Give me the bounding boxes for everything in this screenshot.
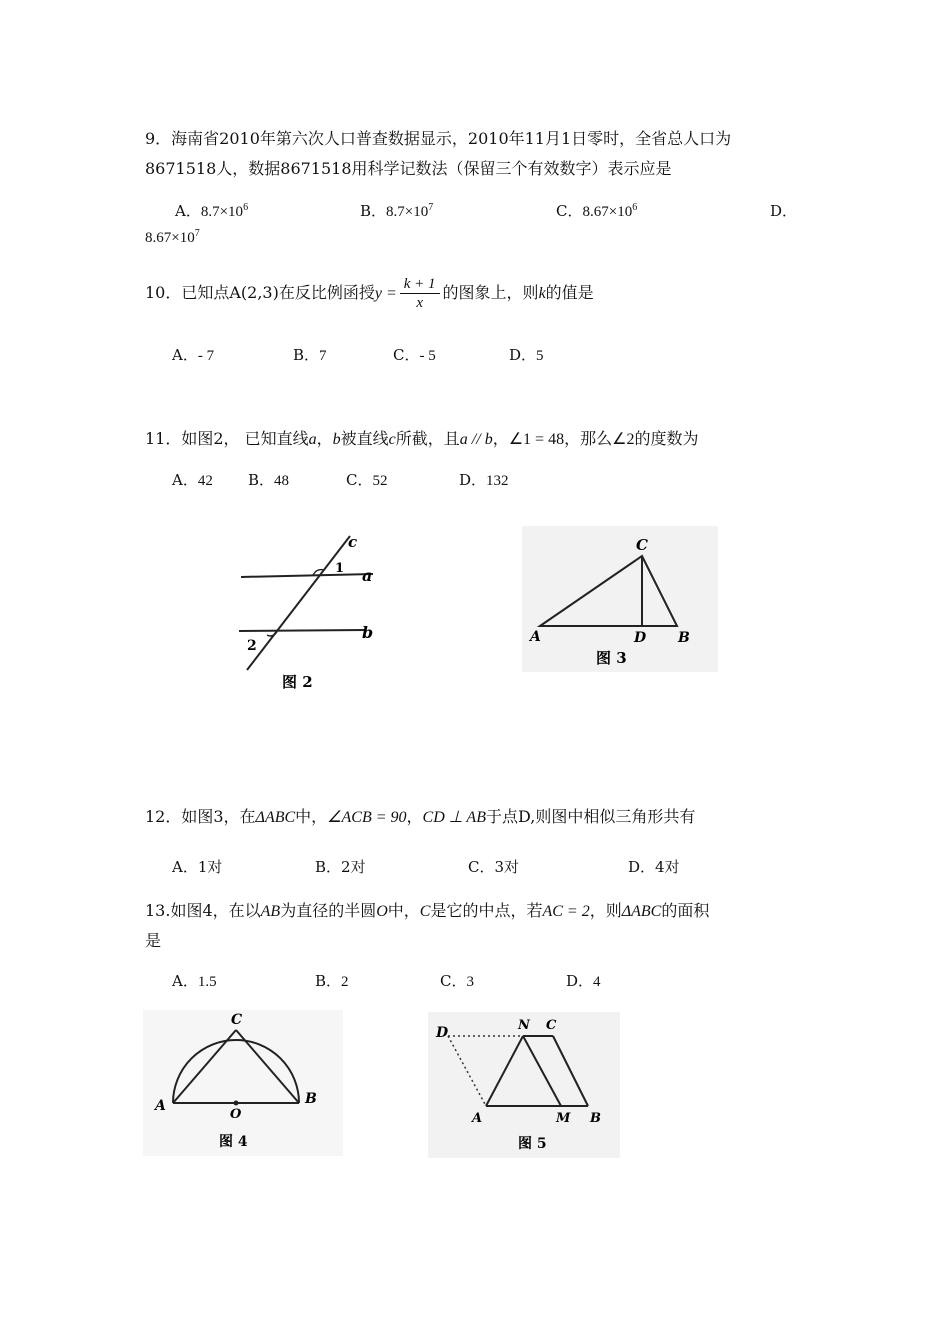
q12-stem — [145, 804, 695, 827]
q9-line1: 9．海南省2010年第六次人口普查数据显示，2010年11月1日零时，全省总人口为 — [145, 129, 732, 148]
figure-4 — [143, 1010, 343, 1156]
q13-option-c-value: 3 — [466, 974, 474, 990]
q9-option-d-exp: 7 — [194, 228, 200, 239]
q13-p3: 中， — [387, 901, 420, 920]
q11-p6: 的度数为 — [634, 429, 699, 448]
q10-frac-num: k + 1 — [400, 275, 440, 294]
q10-fraction — [400, 275, 440, 312]
q12-option-d-value: 4对 — [655, 858, 680, 876]
q10-option-c-label: C． — [393, 346, 420, 364]
q12-option-b-value: 2对 — [341, 858, 366, 876]
q11-option-a-value: 42 — [197, 473, 213, 489]
q12-option-d-label: D． — [628, 858, 656, 876]
q13-option-b-label: B． — [315, 972, 342, 990]
q13-p6: 的面积 — [661, 901, 710, 920]
q9-option-d-mantissa: 8.67 — [145, 230, 172, 246]
q12-option-a-label: A． — [172, 858, 198, 876]
q9-option-c-exp: 6 — [632, 202, 638, 213]
q9-option-b-exp: 7 — [428, 202, 434, 213]
q10-option-b-label: B． — [293, 346, 320, 364]
figure-2 — [225, 530, 405, 700]
fig5-label-n: N — [518, 1018, 530, 1033]
q11-angle1: ∠1 = 48 — [508, 431, 565, 448]
q10-option-c — [393, 344, 436, 365]
q13-option-a-label: A． — [172, 972, 198, 990]
fig2-label-1: 1 — [335, 561, 345, 576]
q11-sep: ， — [316, 429, 333, 448]
fig4-label-c: C — [231, 1012, 243, 1028]
q11-option-a-label: A． — [172, 471, 198, 489]
q13-option-a — [172, 970, 217, 991]
q13-option-d-value: 4 — [593, 974, 601, 990]
fig3-label-a: A — [530, 629, 541, 645]
q13-ac: AC = 2 — [542, 903, 590, 920]
fig2-label-a: a — [362, 566, 373, 585]
q9-option-c-times: ×10 — [608, 204, 633, 220]
q13-p1: 13.如图4，在以 — [145, 901, 261, 920]
fig4-label-o: O — [230, 1107, 242, 1122]
q12-triangle: ΔABC — [255, 809, 296, 826]
q11-option-d — [459, 469, 509, 490]
fig4-center-point — [234, 1101, 239, 1106]
q10-option-c-value: - 5 — [419, 348, 436, 364]
q9-option-c-label: C． — [556, 202, 583, 220]
fig3-caption: 图 3 — [596, 649, 627, 667]
q13-option-a-value: 1.5 — [197, 974, 217, 990]
figure-3 — [522, 526, 718, 672]
fig5-caption: 图 5 — [518, 1136, 547, 1152]
q9-option-d — [145, 228, 200, 247]
q11-parallel: a // b — [459, 431, 493, 448]
q11-option-b-value: 48 — [274, 473, 290, 489]
q11-option-a — [172, 469, 213, 490]
q10-option-a-label: A． — [172, 346, 198, 364]
q9-option-b-label: B． — [360, 202, 387, 220]
figure-5 — [428, 1012, 620, 1158]
fig3-label-c: C — [636, 536, 648, 554]
q11-option-b-label: B． — [248, 471, 275, 489]
q12-option-b-label: B． — [315, 858, 342, 876]
q11-angle2: ∠2 — [612, 431, 635, 448]
q12-option-c-label: C． — [468, 858, 495, 876]
fig4-label-a: A — [155, 1098, 166, 1114]
q9-option-b-mantissa: 8.7 — [386, 204, 405, 220]
q9-option-a — [175, 200, 248, 221]
q10-option-d — [509, 344, 544, 365]
q9-option-a-exp: 6 — [243, 202, 249, 213]
q9-option-a-label: A． — [175, 202, 201, 220]
q9-option-b-times: ×10 — [404, 204, 429, 220]
q11-p3: 所截，且 — [395, 429, 460, 448]
q9-option-a-mantissa: 8.7 — [200, 204, 220, 220]
q11-stem — [145, 426, 698, 449]
fig2-line-c — [247, 536, 350, 670]
q10-k: k — [538, 285, 546, 302]
q12-option-c-value: 3对 — [494, 858, 520, 876]
fig5-label-a: A — [472, 1111, 483, 1126]
fig3-label-b: B — [678, 630, 690, 646]
fig5-label-m: M — [556, 1111, 571, 1126]
q12-option-b — [315, 856, 366, 877]
fig4-caption: 图 4 — [219, 1134, 248, 1150]
q12-p2: 中， — [295, 807, 328, 826]
fig5-label-c: C — [546, 1018, 557, 1033]
q12-p1: 12．如图3，在 — [145, 807, 256, 826]
q9-option-b — [360, 200, 433, 221]
q9-option-c-mantissa: 8.67 — [582, 204, 609, 220]
fig2-caption: 图 2 — [282, 673, 313, 691]
q10-prefix: 10．已知点A(2,3)在反比例函授 — [145, 283, 375, 302]
q13-p2: 为直径的半圆 — [280, 901, 377, 920]
q12-p3: ， — [406, 807, 423, 826]
q13-line2: 是 — [145, 931, 162, 950]
q9-option-d-times: ×10 — [171, 230, 195, 246]
q11-c: c — [388, 431, 396, 448]
q9-option-d-label: D． — [770, 202, 798, 220]
q10-option-d-value: 5 — [536, 348, 544, 364]
q11-p5: ，那么 — [564, 429, 613, 448]
q11-option-c — [346, 469, 387, 490]
q11-p4: ， — [492, 429, 509, 448]
q11-a: a — [308, 431, 317, 448]
q12-angle: ∠ACB = 90 — [327, 809, 407, 826]
q13-option-d-label: D． — [566, 972, 594, 990]
q12-option-a-value: 1对 — [197, 858, 223, 876]
q10-y-eq: y = — [374, 285, 397, 302]
q13-triangle: ΔABC — [621, 903, 662, 920]
q10-option-d-label: D． — [509, 346, 537, 364]
q11-p2: 被直线 — [340, 429, 389, 448]
q13-ab: AB — [260, 903, 281, 920]
fig5-label-d: D — [436, 1025, 449, 1041]
q10-suffix: 的值是 — [545, 283, 594, 302]
q12-option-c — [468, 856, 519, 877]
q11-option-d-label: D． — [459, 471, 487, 489]
fig2-line-a — [241, 574, 373, 577]
q10-option-b-value: 7 — [319, 348, 327, 364]
q12-perp: CD ⊥ AB — [422, 809, 486, 826]
fig2-line-b — [239, 630, 365, 631]
fig4-label-b: B — [305, 1091, 317, 1107]
q11-option-d-value: 132 — [486, 473, 509, 489]
fig3-label-d: D — [634, 630, 647, 646]
fig2-label-2: 2 — [247, 638, 257, 654]
q13-p4: 是它的中点，若 — [430, 901, 543, 920]
q10-frac-den: x — [416, 295, 423, 311]
q13-option-d — [566, 970, 601, 991]
fig2-label-b: b — [362, 623, 374, 642]
q13-option-b — [315, 970, 349, 991]
q9-option-a-times: ×10 — [219, 204, 244, 220]
q11-b: b — [332, 431, 341, 448]
q10-mid: 的图象上，则 — [442, 283, 539, 302]
q10-option-a — [172, 344, 214, 365]
q13-o: O — [376, 903, 388, 920]
q9-line2: 8671518人，数据8671518用科学记数法（保留三个有效数字）表示应是 — [145, 159, 672, 178]
q12-option-a — [172, 856, 222, 877]
q13-p5: ，则 — [589, 901, 622, 920]
q11-option-c-label: C． — [346, 471, 373, 489]
q12-option-d — [628, 856, 680, 877]
q10-option-b — [293, 344, 327, 365]
q13-option-c-label: C． — [440, 972, 467, 990]
fig2-label-c: c — [348, 533, 358, 551]
q13-option-c — [440, 970, 474, 991]
q13-c: C — [419, 903, 431, 920]
q12-p4: 于点D,则图中相似三角形共有 — [485, 807, 696, 826]
q11-p1: 11．如图2， 已知直线 — [145, 429, 309, 448]
q13-stem — [145, 898, 709, 921]
q11-option-c-value: 52 — [372, 473, 388, 489]
q9-option-c — [556, 200, 637, 221]
q10-stem — [145, 275, 594, 312]
fig5-label-b: B — [590, 1111, 601, 1126]
q13-option-b-value: 2 — [341, 974, 349, 990]
q10-option-a-value: - 7 — [197, 348, 215, 364]
q11-option-b — [248, 469, 289, 490]
